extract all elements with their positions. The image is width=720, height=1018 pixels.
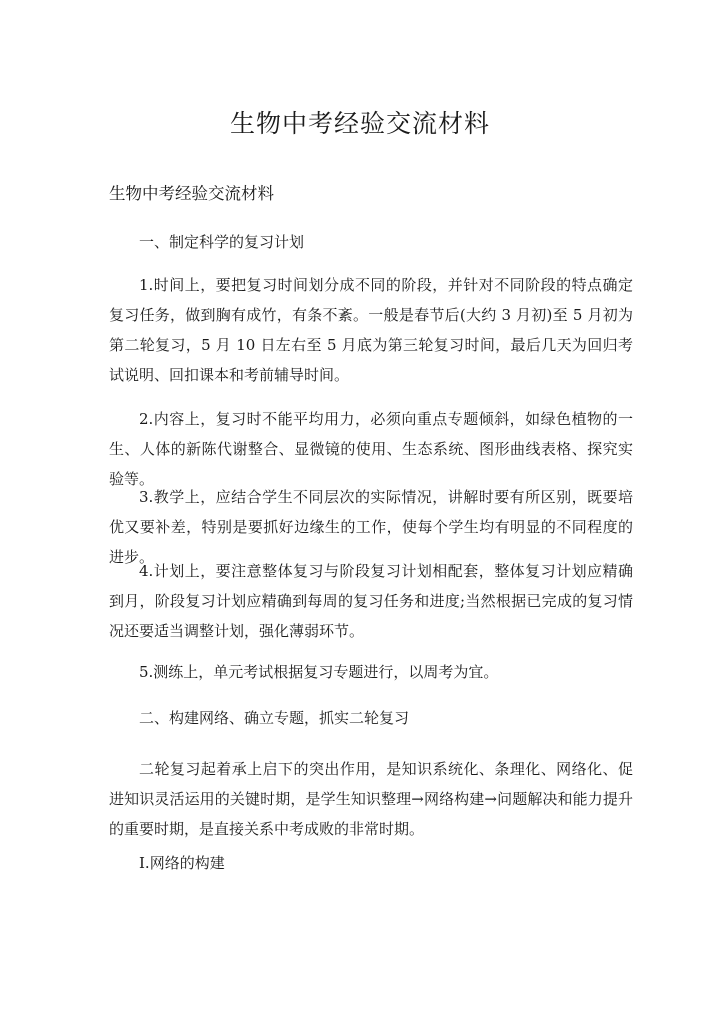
paragraph-second-round: 二轮复习起着承上启下的突出作用，是知识系统化、条理化、网络化、促进知识灵活运用的关键时期，是学生知识整理→网络构建→问题解决和能力提升的重要时期，是直接关系中考成败的非常时期。 — [109, 760, 633, 838]
paragraph-teaching: 3.教学上，应结合学生不同层次的实际情况，讲解时要有所区别，既要培优又要补差，特别是要抓好边缘生的工作，使每个学生均有明显的不同程度的进步。 — [109, 488, 633, 566]
paragraph-testing: 5.测练上，单元考试根据复习专题进行，以周考为宜。 — [139, 663, 499, 681]
subheading-network-building: Ⅰ.网络的构建 — [139, 854, 225, 872]
paragraph-content: 2.内容上，复习时不能平均用力，必须向重点专题倾斜，如绿色植物的一生、人体的新陈代谢整合、显微镜的使用、生态系统、图形曲线表格、探究实验等。 — [109, 410, 633, 488]
document-title: 生物中考经验交流材料 — [229, 109, 490, 138]
section-heading-plan: 一、制定科学的复习计划 — [139, 233, 305, 251]
paragraph-planning: 4.计划上，要注意整体复习与阶段复习计划相配套，整体复习计划应精确到月，阶段复习计划应精确到每周的复习任务和进度;当然根据已完成的复习情况还要适当调整计划，强化薄弱环节。 — [109, 562, 633, 640]
section-heading-network: 二、构建网络、确立专题，抓实二轮复习 — [139, 709, 410, 727]
document-subtitle: 生物中考经验交流材料 — [109, 184, 274, 203]
paragraph-time: 1.时间上，要把复习时间划分成不同的阶段，并针对不同阶段的特点确定复习任务，做到胸有成竹，有条不紊。一般是春节后(大约 3 月初)至 5 月初为第二轮复习，5 月 10 日左右至 5 月底为第三轮复习时间，最后几天为回归考试说明、回扣课本和考前辅导时间。 — [109, 276, 633, 384]
